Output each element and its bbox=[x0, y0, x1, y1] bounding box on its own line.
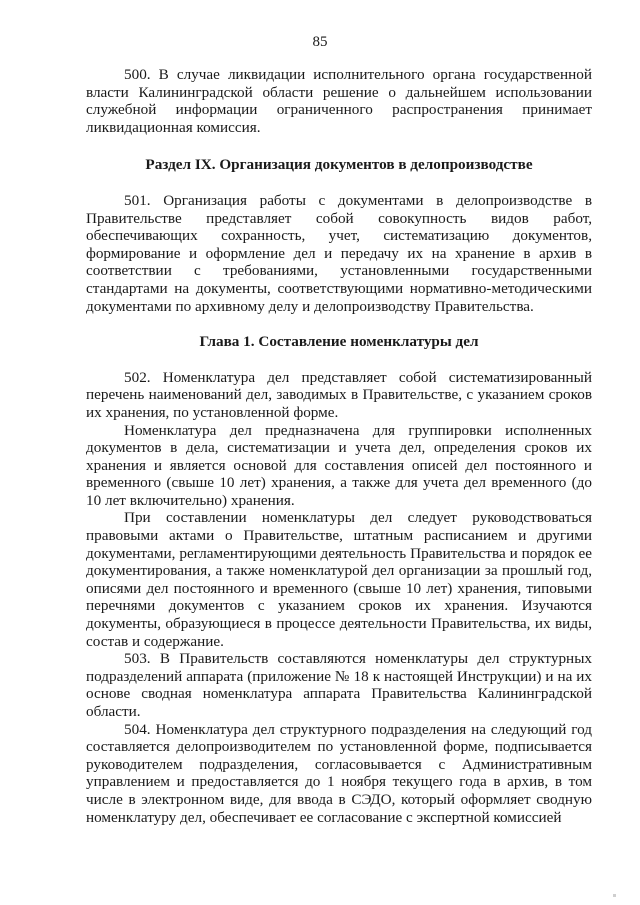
paragraph-503: 503. В Правительств составляются номенклатуры дел структурных подразделений аппарата (приложение № 18 к настоящей Инструкции) и на их основе сводная номенклатура аппарата Правительства Калининградской области. bbox=[86, 650, 592, 720]
paragraph-502: 502. Номенклатура дел представляет собой систематизированный перечень наименований дел, заводимых в Правительстве, с указанием сроков их хранения, по установленной форме. bbox=[86, 368, 592, 421]
paragraph-504: 504. Номенклатура дел структурного подразделения на следующий год составляется делопроизводителем по установленной форме, подписывается руководителем подразделения, согласовывается с Административным управлением и предоставляется до 1 ноября текущего года в архив, в том числе в электронном виде, для ввода в СЭДО, который оформляет сводную номенклатуру дел, обеспечивает ее согласование с экспертной комиссией bbox=[86, 720, 592, 826]
paragraph-502-guidelines: При составлении номенклатуры дел следует руководствоваться правовыми актами о Правительстве, штатным расписанием и другими документами, регламентирующими деятельность Правительства и порядок ее документирования, а также номенклатурой дел организации за прошлый год, описями дел постоянного и временного (свыше 10 лет) хранения, типовыми перечнями документов с указанием сроков их хранения. Изучаются документы, образующиеся в процессе деятельности Правительства, их виды, состав и содержание. bbox=[86, 509, 592, 650]
paragraph-502-continued: Номенклатура дел предназначена для группировки исполненных документов в дела, систематизации и учета дел, определения сроков их хранения и является основой для составления описей дел постоянного и временного (свыше 10 лет) хранения, а также для учета дел временного (до 10 лет включительно) хранения. bbox=[86, 421, 592, 509]
page-content bbox=[86, 66, 592, 826]
section-heading: Раздел IX. Организация документов в делопроизводстве bbox=[145, 156, 533, 174]
paragraph-500: 500. В случае ликвидации исполнительного органа государственной власти Калининградской области решение о дальнейшем использовании служебной информации ограниченного распространения принимает ликвидационная комиссия. bbox=[86, 66, 592, 136]
page-number: 85 bbox=[312, 34, 328, 50]
paragraph-501: 501. Организация работы с документами в делопроизводстве в Правительстве представляет собой совокупность видов работ, обеспечивающих сохранность, учет, систематизацию документов, формирование и оформление дел и передачу их на хранение в архив в соответствии с требованиями, установленными государственными стандартами на документы, соответствующими нормативно-методическими документами по архивному делу и делопроизводству Правительства. bbox=[86, 191, 592, 315]
scan-mark-icon bbox=[612, 893, 618, 899]
chapter-heading: Глава 1. Составление номенклатуры дел bbox=[199, 333, 479, 351]
